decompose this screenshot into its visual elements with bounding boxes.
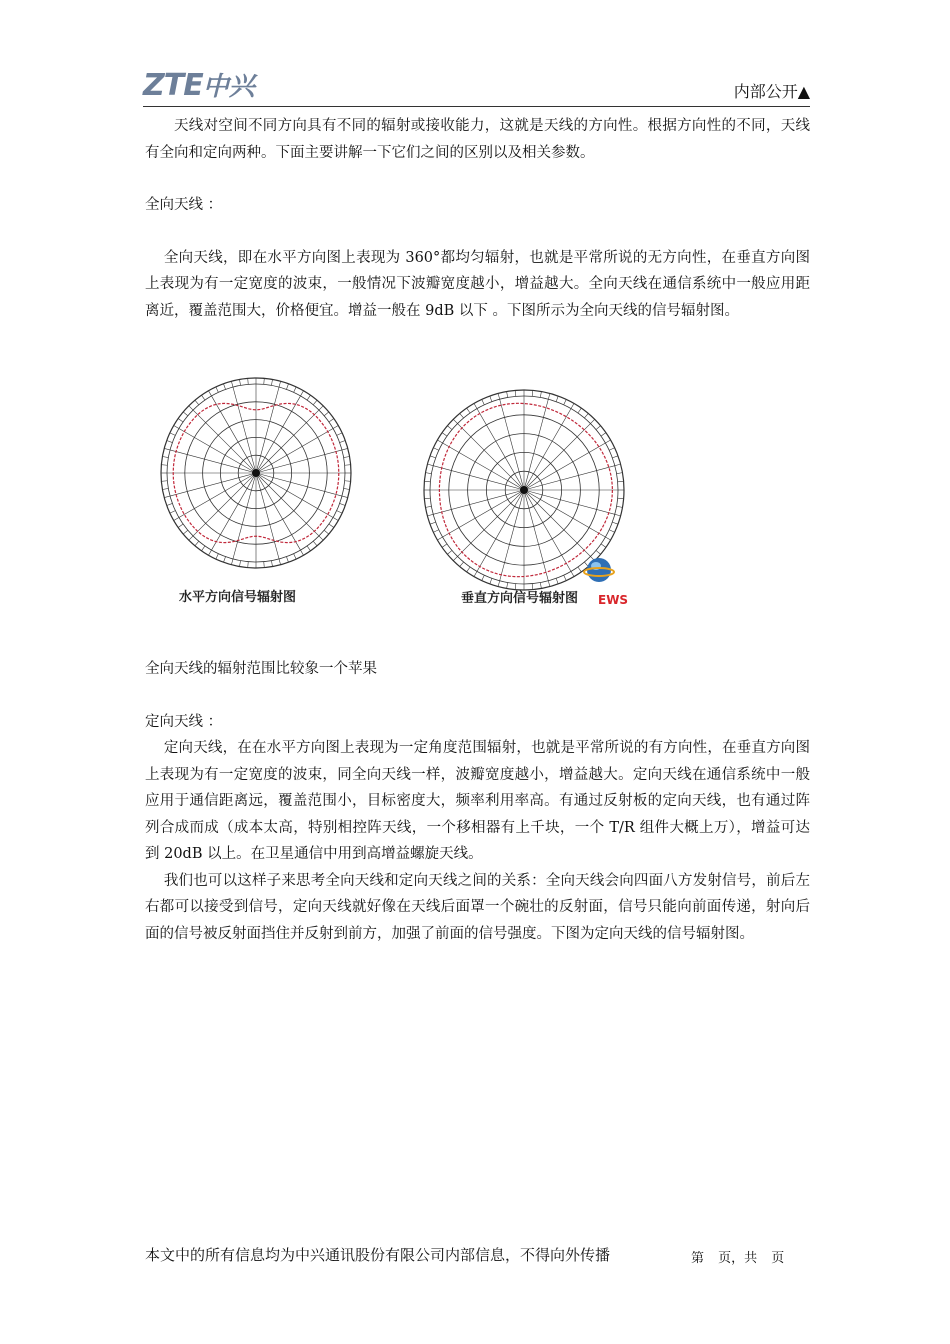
- watermark-text: EWS: [598, 593, 629, 607]
- tick-mark: [437, 537, 442, 540]
- grid-spoke: [443, 490, 524, 537]
- tick-mark: [248, 378, 249, 384]
- tick-mark: [433, 448, 438, 451]
- tick-mark: [564, 399, 567, 404]
- center-dot: [252, 469, 260, 477]
- tick-mark: [540, 392, 541, 398]
- tick-mark: [590, 419, 594, 423]
- tick-mark: [209, 391, 212, 396]
- tick-mark: [578, 408, 581, 413]
- tick-mark: [329, 419, 334, 422]
- tick-mark: [467, 408, 470, 413]
- grid-spoke: [170, 450, 256, 473]
- tick-mark: [612, 456, 618, 458]
- tick-mark: [195, 400, 199, 405]
- tick-mark: [548, 393, 550, 399]
- tick-mark: [271, 561, 272, 567]
- tick-mark: [609, 448, 614, 451]
- classification-label: 内部公开▲: [733, 82, 810, 101]
- tick-mark: [333, 426, 338, 429]
- tick-mark: [264, 378, 265, 384]
- grid-spoke: [458, 490, 524, 556]
- tick-mark: [571, 403, 574, 408]
- tick-mark: [294, 554, 297, 559]
- tick-mark: [231, 381, 233, 387]
- tick-mark: [286, 384, 288, 390]
- grid-spoke: [256, 473, 333, 518]
- tick-mark: [170, 511, 175, 514]
- grid-spoke: [443, 443, 524, 490]
- tick-mark: [490, 396, 492, 402]
- tick-mark: [313, 400, 317, 405]
- tick-mark: [474, 403, 477, 408]
- grid-spoke: [524, 399, 548, 490]
- grid-spoke: [524, 490, 615, 514]
- logo-cn: 中兴: [202, 72, 255, 102]
- tick-mark: [162, 457, 168, 458]
- tick-mark: [342, 496, 348, 498]
- page-number: 第 页，共 页: [691, 1251, 785, 1266]
- confidentiality-notice: 本文中的所有信息均为中兴通讯股份有限公司内部信息，不得向外传播: [145, 1246, 611, 1264]
- page-header: [143, 60, 810, 107]
- intro-paragraph: 天线对空间不同方向具有不同的辐射或接收能力，这就是天线的方向性。根据方向性的不同，天线有全向和定向两种。下面主要讲解一下它们之间的区别以及相关参数。: [145, 118, 810, 161]
- grid-spoke: [256, 429, 333, 474]
- grid-spoke: [193, 410, 256, 473]
- grid-spoke: [458, 424, 524, 490]
- grid-spoke: [256, 473, 279, 559]
- tick-mark: [345, 465, 351, 466]
- tick-mark: [324, 530, 329, 534]
- tick-mark: [460, 562, 464, 567]
- grid-spoke: [477, 409, 524, 490]
- tick-mark: [178, 419, 183, 422]
- tick-mark: [209, 550, 212, 555]
- grid-spoke: [233, 473, 256, 559]
- grid-spoke: [433, 490, 524, 514]
- tick-mark: [164, 496, 170, 498]
- tick-mark: [342, 448, 348, 450]
- tick-mark: [605, 440, 610, 443]
- tick-mark: [447, 550, 452, 554]
- tick-mark: [301, 550, 304, 555]
- tick-mark: [286, 557, 288, 563]
- tick-mark: [344, 457, 350, 458]
- tick-mark: [615, 464, 621, 466]
- tick-mark: [264, 562, 265, 568]
- tick-mark: [178, 524, 183, 527]
- tick-mark: [279, 559, 281, 565]
- grid-spoke: [193, 473, 256, 536]
- document-body: [145, 113, 810, 947]
- omni-heading: 全向天线 ：: [145, 197, 223, 213]
- tick-mark: [162, 488, 168, 489]
- tick-mark: [329, 524, 334, 527]
- grid-spoke: [524, 490, 548, 581]
- grid-spoke: [233, 387, 256, 473]
- tick-mark: [618, 481, 624, 482]
- tick-mark: [447, 426, 452, 430]
- vertical-caption: 垂直方向信号辐射图: [461, 591, 579, 606]
- tick-mark: [453, 556, 457, 560]
- grid-spoke: [524, 490, 571, 571]
- tick-mark: [333, 518, 338, 521]
- tick-mark: [224, 384, 226, 390]
- tick-mark: [601, 544, 606, 547]
- tick-mark: [433, 530, 438, 533]
- grid-spoke: [500, 399, 524, 490]
- radiation-figures: [145, 370, 810, 620]
- tick-mark: [532, 390, 533, 396]
- grid-spoke: [170, 473, 256, 496]
- grid-spoke: [500, 490, 524, 581]
- grid-spoke: [524, 424, 590, 490]
- tick-mark: [337, 511, 342, 514]
- tick-mark: [426, 506, 432, 507]
- tick-mark: [584, 413, 588, 418]
- tick-mark: [183, 530, 188, 534]
- tick-mark: [240, 379, 241, 385]
- grid-spoke: [179, 429, 256, 474]
- tick-mark: [426, 473, 432, 474]
- tick-mark: [515, 390, 516, 396]
- tick-mark: [564, 575, 567, 580]
- tick-mark: [344, 488, 350, 489]
- tick-mark: [442, 433, 447, 436]
- grid-spoke: [524, 466, 615, 490]
- directional-heading: 定向天线 ：: [145, 713, 223, 730]
- grid-spoke: [524, 409, 571, 490]
- tick-mark: [424, 498, 430, 499]
- tick-mark: [556, 578, 558, 584]
- tick-mark: [556, 396, 558, 402]
- tick-mark: [240, 561, 241, 567]
- tick-mark: [189, 536, 193, 540]
- tick-mark: [424, 481, 430, 482]
- tick-mark: [161, 481, 167, 482]
- zte-logo: [143, 66, 255, 103]
- tick-mark: [294, 387, 297, 392]
- tick-mark: [319, 406, 323, 410]
- tick-mark: [337, 433, 342, 436]
- tick-mark: [189, 406, 193, 410]
- globe-logo: [583, 556, 615, 584]
- omni-paragraph: 全向天线，即在水平方向图上表现为 360°都均匀辐射，也就是平常所说的无方向性，在垂直方向图上表现为有一定宽度的波束，一般情况下波瓣宽度越小，增益越大。全向天线在通信系统中一般应用距离近，覆盖范围大，价格便宜。增益一般在 9dB 以下 。下图所示为全向天线的信号辐射图。: [145, 249, 810, 319]
- tick-mark: [453, 419, 457, 423]
- tick-mark: [271, 379, 272, 385]
- tick-mark: [442, 544, 447, 547]
- tick-mark: [231, 559, 233, 565]
- grid-spoke: [524, 443, 605, 490]
- tick-mark: [307, 546, 310, 551]
- grid-spoke: [524, 490, 605, 537]
- tick-mark: [617, 473, 623, 474]
- tick-mark: [202, 546, 205, 551]
- tick-mark: [482, 399, 485, 404]
- tick-mark: [605, 537, 610, 540]
- apple-note: 全向天线的辐射范围比较象一个苹果: [145, 661, 377, 677]
- grid-spoke: [256, 473, 301, 550]
- tick-mark: [609, 530, 614, 533]
- grid-spoke: [212, 473, 257, 550]
- tick-mark: [507, 392, 508, 398]
- tick-mark: [167, 441, 173, 443]
- center-dot: [520, 486, 528, 494]
- tick-mark: [324, 412, 329, 416]
- tick-mark: [596, 426, 601, 430]
- logo-latin: ZTE: [143, 68, 203, 103]
- tick-mark: [279, 381, 281, 387]
- tick-mark: [430, 522, 436, 524]
- tick-mark: [301, 391, 304, 396]
- grid-spoke: [212, 396, 257, 473]
- tick-mark: [307, 395, 310, 400]
- tick-mark: [474, 571, 477, 576]
- tick-mark: [340, 503, 346, 505]
- grid-spoke: [256, 410, 319, 473]
- tick-mark: [319, 536, 323, 540]
- tick-mark: [216, 387, 219, 392]
- tick-mark: [167, 503, 173, 505]
- tick-mark: [164, 448, 170, 450]
- grid-spoke: [524, 490, 590, 556]
- tick-mark: [498, 393, 500, 399]
- horizontal-pattern-figure: [153, 370, 359, 576]
- comparison-paragraph: 我们也可以这样子来思考全向天线和定向天线之间的关系：全向天线会向四面八方发射信号，前后左右都可以接受到信号，定向天线就好像在天线后面罩一个碗壮的反射面，信号只能向前面传递，射向后面的信号被反射面挡住并反射到前方，加强了前面的信号强度。下图为定向天线的信号辐射图。: [145, 872, 810, 942]
- tick-mark: [460, 413, 464, 418]
- grid-spoke: [256, 396, 301, 473]
- tick-mark: [183, 412, 188, 416]
- tick-mark: [437, 440, 442, 443]
- tick-mark: [617, 506, 623, 507]
- grid-spoke: [433, 466, 524, 490]
- tick-mark: [490, 578, 492, 584]
- tick-mark: [345, 481, 351, 482]
- tick-mark: [340, 441, 346, 443]
- tick-mark: [571, 571, 574, 576]
- tick-mark: [313, 541, 317, 546]
- tick-mark: [601, 433, 606, 436]
- tick-mark: [578, 567, 581, 572]
- globe-icon: [583, 556, 615, 584]
- tick-mark: [427, 514, 433, 516]
- tick-mark: [427, 464, 433, 466]
- tick-mark: [596, 550, 601, 554]
- tick-mark: [467, 567, 470, 572]
- grid-spoke: [256, 387, 279, 473]
- grid-spoke: [256, 473, 342, 496]
- directional-paragraph: 定向天线，在在水平方向图上表现为一定角度范围辐射，也就是平常所说的有方向性，在垂直方向图上表现为有一定宽度的波束，同全向天线一样，波瓣宽度越小，增益越大。定向天线在通信系统中一般应用于通信距离远，覆盖范围小，目标密度大，频率利用率高。有通过反射板的定向天线，也有通过阵列合成而成（成本太高，特别相控阵天线，一个移相器有上千块，一个 T/R 组件大概上万），增益可达到 20dB 以上。在卫星通信中用到高增益螺旋天线。: [145, 740, 810, 862]
- grid-spoke: [256, 473, 319, 536]
- tick-mark: [482, 575, 485, 580]
- tick-mark: [224, 557, 226, 563]
- tick-mark: [174, 518, 179, 521]
- tick-mark: [430, 456, 436, 458]
- tick-mark: [202, 395, 205, 400]
- grid-spoke: [256, 450, 342, 473]
- grid-spoke: [179, 473, 256, 518]
- tick-mark: [618, 498, 624, 499]
- tick-mark: [248, 562, 249, 568]
- horizontal-polar-plot: [153, 370, 359, 576]
- tick-mark: [612, 522, 618, 524]
- tick-mark: [170, 433, 175, 436]
- tick-mark: [174, 426, 179, 429]
- horizontal-caption: 水平方向信号辐射图: [179, 590, 297, 605]
- grid-spoke: [477, 490, 524, 571]
- tick-mark: [195, 541, 199, 546]
- tick-mark: [615, 514, 621, 516]
- tick-mark: [216, 554, 219, 559]
- tick-mark: [161, 465, 167, 466]
